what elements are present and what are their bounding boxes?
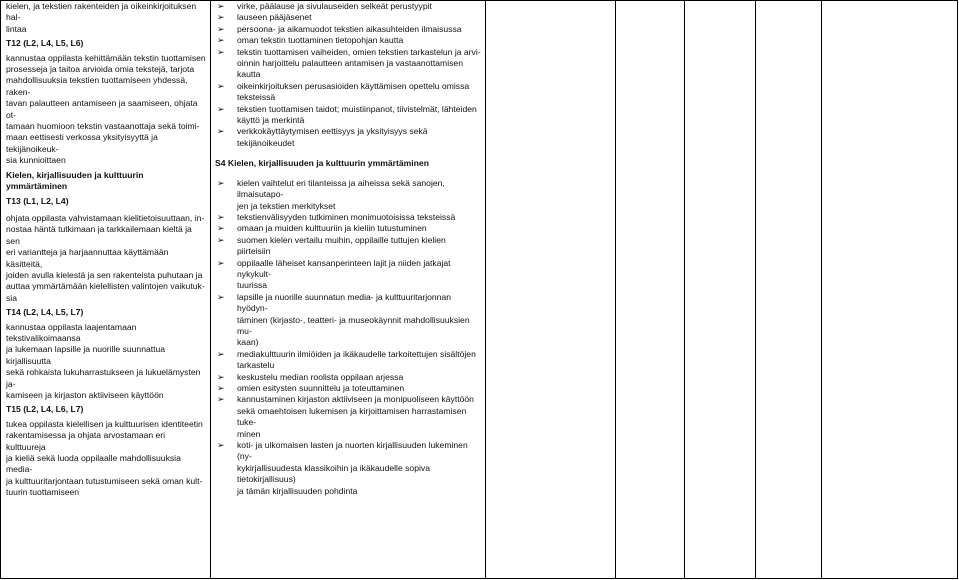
arrow-bullet-icon: ➢ xyxy=(217,234,225,245)
bullet-item xyxy=(215,12,481,23)
bullet-item xyxy=(215,1,481,12)
empty-column-3 xyxy=(485,0,616,579)
bullet-item xyxy=(215,24,481,35)
bullet-item xyxy=(215,394,481,440)
empty-column-6 xyxy=(755,0,822,579)
text-line: prosesseja ja taitoa arvioida omia tekstejä, tarjota xyxy=(6,64,195,75)
t13-text xyxy=(6,213,206,304)
arrow-bullet-icon: ➢ xyxy=(217,211,225,222)
t14-text xyxy=(6,322,206,402)
bullet-item xyxy=(215,440,481,497)
text-line: tuurin tuottamiseen xyxy=(6,487,80,498)
bullet-text: verkkokäyttäytymisen eettisyys ja yksityisyys sekä tekijänoikeudet xyxy=(237,126,428,148)
bullet-text: teksteissä xyxy=(237,92,276,103)
bullet-item xyxy=(215,372,481,383)
bullet-text: oinnin harjoittelu palautteen antamisen ja vastaanottamisen xyxy=(237,58,463,69)
bullet-text: kautta xyxy=(237,69,261,80)
bullet-text: persoona- ja aikamuodot tekstien aikasuhteiden ilmaisussa xyxy=(237,23,462,34)
bullet-text: kykirjallisuudesta klassikoihin ja ikäkaudelle sopiva tietokirjallisuus) xyxy=(237,462,430,485)
intro-line-1: kielen, ja tekstien rakenteiden ja oikeinkirjoituksen hal- xyxy=(6,1,197,23)
bullet-text: tekstienvälisyyden tutkiminen monimuotoisissa teksteissä xyxy=(237,211,456,222)
bullet-text: jen ja tekstien merkitykset xyxy=(237,200,336,211)
bullet-item xyxy=(215,126,481,149)
text-line: sia xyxy=(6,292,17,303)
bullet-text: tekstien tuottamisen taidot; muistiinpanot, tiivistelmät, lähteiden xyxy=(237,103,477,114)
s4-bullet-list xyxy=(215,178,481,497)
bullet-text: kaan) xyxy=(237,337,259,348)
bullet-text: oppilaalle läheiset kansanperinteen lajit ja niiden jatkajat nykykult- xyxy=(237,257,451,279)
bullet-item xyxy=(215,178,481,212)
text-line: sekä rohkaista lukuharrastukseen ja lukuelämysten ja- xyxy=(6,367,201,389)
text-line: ja kieliä sekä luoda oppilaalle mahdollisuuksia media- xyxy=(6,453,181,475)
text-line: eri variantteja ja harjaannuttaa käyttämään käsitteitä, xyxy=(6,247,169,269)
arrow-bullet-icon: ➢ xyxy=(217,35,225,46)
bullet-item xyxy=(215,235,481,258)
bullet-text: mediakulttuurin ilmiöiden ja ikäkaudelle tarkoitettujen sisältöjen xyxy=(237,348,476,359)
t13-heading: T13 (L1, L2, L4) xyxy=(6,195,69,206)
arrow-bullet-icon: ➢ xyxy=(217,46,225,57)
section-heading: Kielen, kirjallisuuden ja kulttuurin ymmärtäminen xyxy=(6,169,144,192)
text-line: tamaan huomioon tekstin vastaanottaja sekä toimi- xyxy=(6,121,200,132)
text-line: nostaa häntä tutkimaan ja tarkkailemaan kieltä ja sen xyxy=(6,224,192,246)
bullet-text: suomen kielen vertailu muihin, oppilaille tuttujen kielien piirteisiin xyxy=(237,234,446,257)
bullet-text: sekä omaehtoisen lukemisen ja kirjoittamisen harrastamisen tuke- xyxy=(237,405,467,428)
bullet-item xyxy=(215,223,481,234)
text-line: maan eettisesti verkossa yksityisyyttä ja tekijänoikeuk- xyxy=(6,132,158,154)
arrow-bullet-icon: ➢ xyxy=(217,1,225,11)
bullet-text: keskustelu median roolista oppilaan arjessa xyxy=(237,371,404,382)
arrow-bullet-icon: ➢ xyxy=(217,383,225,393)
t12-text xyxy=(6,53,206,167)
text-line: kannustaa oppilasta laajentamaan tekstivalikoimaansa xyxy=(6,321,137,343)
text-line: mahdollisuuksia tekstien tuottamiseen yhdessä, raken- xyxy=(6,75,188,97)
intro-line-2: lintaa xyxy=(6,23,27,34)
bullet-item xyxy=(215,258,481,292)
arrow-bullet-icon: ➢ xyxy=(217,80,225,91)
arrow-bullet-icon: ➢ xyxy=(217,371,225,382)
text-line: ja lukemaan lapsille ja nuorille suunnattua kirjallisuutta xyxy=(6,344,166,366)
text-line: tavan palautteen antamiseen ja saamiseen, ohjata ot- xyxy=(6,98,198,120)
t15-heading: T15 (L2, L4, L6, L7) xyxy=(6,404,84,415)
bullet-text: kielen vaihtelut eri tilanteissa ja aiheissa sekä sanojen, ilmaisutapo- xyxy=(237,177,445,200)
text-line: sia kunnioittaen xyxy=(6,155,66,166)
text-line: kannustaa oppilasta kehittämään tekstin tuottamisen xyxy=(6,52,206,63)
bullet-text: täminen (kirjasto-, teatteri- ja museokäynnit mahdollisuuksien mu- xyxy=(237,314,470,336)
arrow-bullet-icon: ➢ xyxy=(217,291,225,302)
text-line: ohjata oppilasta vahvistamaan kielitietoisuuttaan, in- xyxy=(6,212,205,223)
bullet-item xyxy=(215,35,481,46)
bullet-text: omien esitysten suunnittelu ja toteuttaminen xyxy=(237,383,405,393)
arrow-bullet-icon: ➢ xyxy=(217,103,225,114)
bullet-text: käyttö ja merkintä xyxy=(237,115,305,126)
t15-text xyxy=(6,419,206,499)
empty-column-7 xyxy=(821,0,958,579)
bullet-item xyxy=(215,292,481,349)
bullet-text: tuurissa xyxy=(237,280,268,291)
empty-column-5 xyxy=(684,0,756,579)
arrow-bullet-icon: ➢ xyxy=(217,177,225,188)
bullet-text: tekstin tuottamisen vaiheiden, omien tekstien tarkastelun ja arvi- xyxy=(237,46,481,57)
bullet-item xyxy=(215,212,481,223)
bullet-text: kannustaminen kirjaston aktiiviseen ja monipuoliseen käyttöön xyxy=(237,394,474,405)
text-line: auttaa ymmärtämään kielellisten valintojen vaikutuk- xyxy=(6,281,205,292)
bullet-text: koti- ja ulkomaisen lasten ja nuorten kirjallisuuden lukeminen (ny- xyxy=(237,440,468,462)
text-line: tukea oppilasta kielellisen ja kulttuurisen identiteetin xyxy=(6,418,203,429)
bullet-text: lauseen pääjäsenet xyxy=(237,12,312,23)
bullet-item xyxy=(215,349,481,372)
content-bullet-list xyxy=(215,1,481,149)
bullet-text: oman tekstin tuottaminen tietopohjan kautta xyxy=(237,35,404,46)
bullet-text: lapsille ja nuorille suunnatun media- ja kulttuuritarjonnan hyödyn- xyxy=(237,291,452,314)
arrow-bullet-icon: ➢ xyxy=(217,348,225,359)
content-column xyxy=(210,0,486,579)
bullet-text: ja tämän kirjallisuuden pohdinta xyxy=(237,485,358,496)
arrow-bullet-icon: ➢ xyxy=(217,440,225,451)
bullet-text: oikeinkirjoituksen perusasioiden käyttämisen opettelu omissa xyxy=(237,80,470,91)
objectives-cell xyxy=(6,1,206,499)
empty-column-4 xyxy=(615,0,685,579)
arrow-bullet-icon: ➢ xyxy=(217,394,225,405)
bullet-item xyxy=(215,104,481,127)
text-line: joiden avulla kielestä ja sen rakenteista puhutaan ja xyxy=(6,269,203,280)
bullet-text: virke, päälause ja sivulauseiden selkeät perustyypit xyxy=(237,1,432,11)
bullet-text: minen xyxy=(237,428,261,439)
arrow-bullet-icon: ➢ xyxy=(217,23,225,34)
t14-heading: T14 (L2, L4, L5, L7) xyxy=(6,307,84,318)
arrow-bullet-icon: ➢ xyxy=(217,223,225,234)
bullet-item xyxy=(215,47,481,81)
arrow-bullet-icon: ➢ xyxy=(217,257,225,268)
content-cell xyxy=(215,1,481,497)
arrow-bullet-icon: ➢ xyxy=(217,12,225,23)
bullet-item xyxy=(215,81,481,104)
bullet-text: tarkastelu xyxy=(237,360,275,371)
text-line: ja kulttuuritarjontaan tutustumiseen sekä oman kult- xyxy=(6,475,203,486)
text-line: kamiseen ja kirjaston aktiiviseen käyttöön xyxy=(6,390,164,400)
text-line: rakentamisessa ja ohjata arvostamaan eri kulttuureja xyxy=(6,430,166,452)
arrow-bullet-icon: ➢ xyxy=(217,126,225,137)
objectives-column xyxy=(0,0,211,579)
s4-heading: S4 Kielen, kirjallisuuden ja kulttuurin ymmärtäminen xyxy=(215,158,429,169)
bullet-item xyxy=(215,383,481,394)
t12-heading: T12 (L2, L4, L5, L6) xyxy=(6,38,84,49)
bullet-text: omaan ja muiden kulttuuriin ja kieliin tutustuminen xyxy=(237,223,427,234)
